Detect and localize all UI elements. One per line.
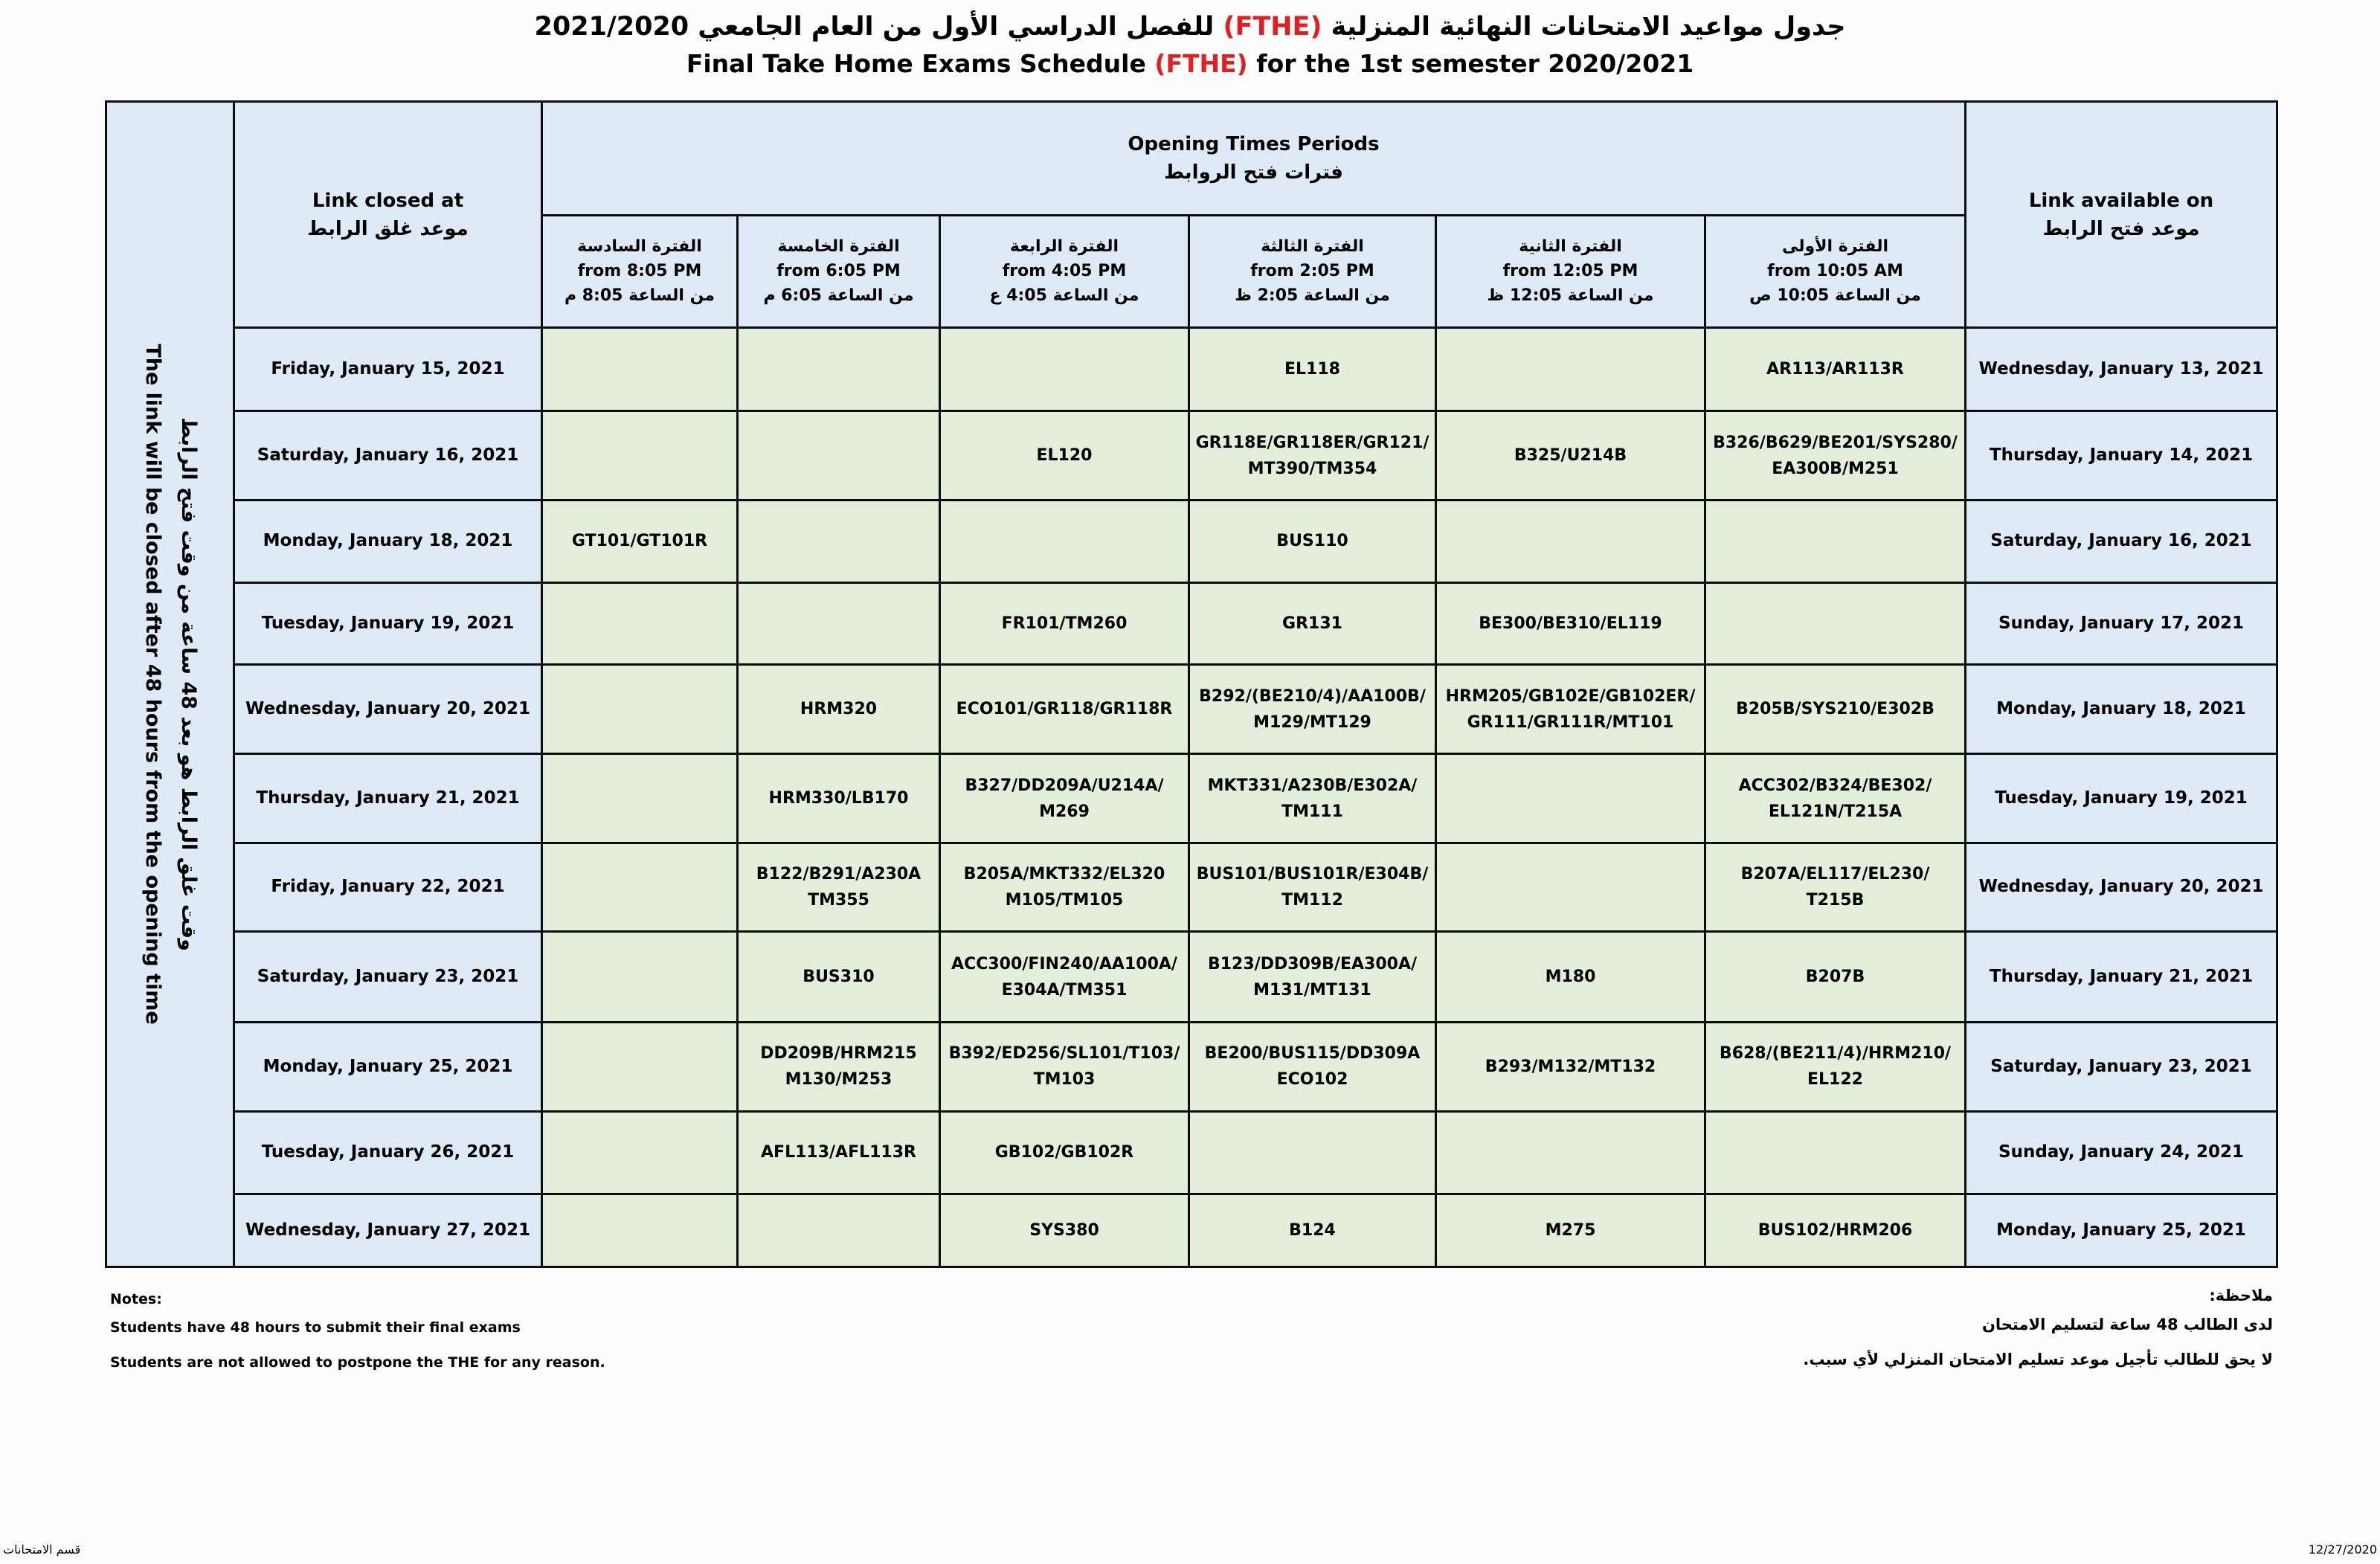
title-en-suffix: for the 1st semester 2020/2021 bbox=[1256, 49, 1694, 78]
course-codes: B325/U214B bbox=[1514, 446, 1627, 466]
exam-codes-cell bbox=[738, 1194, 940, 1267]
course-codes: M131/MT131 bbox=[1253, 980, 1371, 1000]
course-codes: AR113/AR113R bbox=[1766, 360, 1904, 379]
table-row bbox=[106, 665, 2277, 754]
exam-codes-cell bbox=[738, 754, 940, 843]
link-closed-date: Wednesday, January 20, 2021 bbox=[234, 665, 542, 754]
period-time-en: from 10:05 AM bbox=[1767, 262, 1903, 281]
course-codes: B207A/EL117/EL230/ bbox=[1740, 864, 1930, 884]
exam-codes-cell bbox=[1189, 843, 1436, 931]
course-codes: B628/(BE211/4)/HRM210/ bbox=[1719, 1044, 1952, 1063]
note-48-hours-ar: لدى الطالب 48 ساعة لتسليم الامتحان bbox=[1981, 1316, 2273, 1333]
exam-codes-cell bbox=[542, 1023, 738, 1111]
exam-codes-cell bbox=[542, 665, 738, 754]
course-codes: B207B bbox=[1805, 968, 1865, 987]
course-codes: BE200/BUS115/DD309A bbox=[1204, 1044, 1421, 1063]
link-closed-date: Monday, January 25, 2021 bbox=[234, 1023, 542, 1111]
link-available-date: Wednesday, January 20, 2021 bbox=[1966, 843, 2277, 931]
notes-label: Notes: bbox=[110, 1291, 162, 1307]
course-codes: EL120 bbox=[1036, 446, 1093, 466]
title-en-code: (FTHE) bbox=[1154, 49, 1248, 78]
exam-codes-cell bbox=[1705, 1194, 1966, 1267]
exam-codes-cell bbox=[738, 843, 940, 931]
exam-codes-cell bbox=[1436, 1023, 1705, 1111]
link-available-date: Sunday, January 24, 2021 bbox=[1966, 1111, 2277, 1194]
course-codes: EL121N/T215A bbox=[1768, 802, 1903, 821]
opening-periods-header-en: Opening Times Periods bbox=[1128, 132, 1380, 155]
exam-codes-cell bbox=[1436, 328, 1705, 411]
exam-codes-cell bbox=[1189, 328, 1436, 411]
exam-codes-cell bbox=[1189, 754, 1436, 843]
page-title-english bbox=[0, 45, 2380, 83]
exam-codes-cell bbox=[1189, 411, 1436, 500]
course-codes: M275 bbox=[1545, 1220, 1596, 1240]
period-time-en: from 8:05 PM bbox=[577, 262, 702, 281]
course-codes: M105/TM105 bbox=[1005, 890, 1124, 910]
exam-codes-cell bbox=[940, 411, 1189, 500]
link-available-date: Thursday, January 14, 2021 bbox=[1966, 411, 2277, 500]
exam-codes-cell bbox=[1189, 1111, 1436, 1194]
table-row bbox=[106, 843, 2277, 931]
course-codes: B292/(BE210/4)/AA100B/ bbox=[1199, 686, 1426, 706]
course-codes: HRM330/LB170 bbox=[768, 789, 909, 808]
exam-codes-cell bbox=[1705, 411, 1966, 500]
title-en-prefix: Final Take Home Exams Schedule bbox=[686, 49, 1146, 78]
period-header bbox=[1189, 215, 1436, 328]
exam-codes-cell bbox=[1189, 1023, 1436, 1111]
period-header bbox=[738, 215, 940, 328]
exam-codes-cell bbox=[542, 328, 738, 411]
exam-codes-cell bbox=[1189, 932, 1436, 1023]
exam-codes-cell bbox=[1705, 843, 1966, 931]
period-time-ar: من الساعة 12:05 ظ bbox=[1487, 286, 1654, 306]
note-48-hours: Students have 48 hours to submit their final exams bbox=[110, 1319, 521, 1336]
link-closed-date: Tuesday, January 26, 2021 bbox=[234, 1111, 542, 1194]
course-codes: B392/ED256/SL101/T103/ bbox=[948, 1044, 1180, 1063]
title-ar-suffix: للفصل الدراسي الأول من العام الجامعي 2021/2020 bbox=[534, 12, 1215, 42]
course-codes: B122/B291/A230A bbox=[756, 864, 922, 884]
notes-label-ar: ملاحظة: bbox=[2209, 1287, 2273, 1304]
period-name-ar: الفترة الثالثة bbox=[1261, 237, 1364, 257]
exam-codes-cell bbox=[1705, 665, 1966, 754]
course-codes: ACC300/FIN240/AA100A/ bbox=[951, 954, 1177, 974]
course-codes: GR118E/GR118ER/GR121/ bbox=[1195, 433, 1429, 452]
exam-codes-cell bbox=[542, 500, 738, 582]
exam-codes-cell bbox=[940, 1111, 1189, 1194]
link-available-date: Saturday, January 23, 2021 bbox=[1966, 1023, 2277, 1111]
exam-codes-cell bbox=[1189, 582, 1436, 664]
course-codes: B326/B629/BE201/SYS280/ bbox=[1713, 433, 1958, 452]
link-available-date: Monday, January 25, 2021 bbox=[1966, 1194, 2277, 1267]
course-codes: FR101/TM260 bbox=[1001, 614, 1128, 634]
period-header bbox=[1436, 215, 1705, 328]
table-row bbox=[106, 411, 2277, 500]
exam-codes-cell bbox=[940, 665, 1189, 754]
title-ar-prefix: جدول مواعيد الامتحانات النهائية المنزلية bbox=[1331, 12, 1846, 42]
note-no-postpone-ar: لا يحق للطالب تأجيل موعد تسليم الامتحان المنزلي لأي سبب. bbox=[1803, 1351, 2273, 1368]
course-codes: E304A/TM351 bbox=[1001, 980, 1128, 1000]
exam-codes-cell bbox=[542, 582, 738, 664]
link-closed-date: Saturday, January 16, 2021 bbox=[234, 411, 542, 500]
course-codes: GR111/GR111R/MT101 bbox=[1467, 712, 1674, 732]
page-title-arabic bbox=[0, 7, 2380, 46]
period-header bbox=[1705, 215, 1966, 328]
course-codes: HRM320 bbox=[800, 700, 878, 719]
table-row bbox=[106, 500, 2277, 582]
link-closed-date: Friday, January 22, 2021 bbox=[234, 843, 542, 931]
link-available-date: Thursday, January 21, 2021 bbox=[1966, 932, 2277, 1023]
link-available-date: Monday, January 18, 2021 bbox=[1966, 665, 2277, 754]
link-available-date: Wednesday, January 13, 2021 bbox=[1966, 328, 2277, 411]
course-codes: ACC302/B324/BE302/ bbox=[1738, 776, 1932, 795]
course-codes: BUS310 bbox=[803, 968, 875, 987]
course-codes: TM103 bbox=[1033, 1070, 1096, 1090]
course-codes: TM111 bbox=[1281, 802, 1343, 821]
table-row bbox=[106, 328, 2277, 411]
period-time-en: from 2:05 PM bbox=[1250, 262, 1374, 281]
link-closed-date: Wednesday, January 27, 2021 bbox=[234, 1194, 542, 1267]
link-closed-date: Saturday, January 23, 2021 bbox=[234, 932, 542, 1023]
period-header bbox=[940, 215, 1189, 328]
course-codes: SYS380 bbox=[1029, 1220, 1099, 1240]
link-closed-header-ar: موعد غلق الرابط bbox=[307, 217, 469, 240]
course-codes: GT101/GT101R bbox=[571, 532, 708, 551]
exam-codes-cell bbox=[1436, 500, 1705, 582]
link-closed-date: Monday, January 18, 2021 bbox=[234, 500, 542, 582]
course-codes: EL118 bbox=[1284, 360, 1340, 379]
course-codes: B205B/SYS210/E302B bbox=[1736, 700, 1934, 719]
course-codes: GB102/GB102R bbox=[994, 1143, 1134, 1162]
link-available-date: Sunday, January 17, 2021 bbox=[1966, 582, 2277, 664]
exam-codes-cell bbox=[940, 843, 1189, 931]
course-codes: M180 bbox=[1545, 968, 1596, 987]
exam-codes-cell bbox=[738, 1111, 940, 1194]
link-available-header bbox=[1966, 102, 2277, 328]
course-codes: AFL113/AFL113R bbox=[761, 1143, 916, 1162]
exam-codes-cell bbox=[1705, 1023, 1966, 1111]
course-codes: BUS101/BUS101R/E304B/ bbox=[1196, 864, 1429, 884]
period-time-ar: من الساعة 10:05 ص bbox=[1749, 286, 1921, 306]
link-closed-header-en: Link closed at bbox=[312, 189, 464, 212]
exam-codes-cell bbox=[940, 582, 1189, 664]
table-row bbox=[106, 754, 2277, 843]
exam-codes-cell bbox=[738, 1023, 940, 1111]
exam-codes-cell bbox=[1705, 328, 1966, 411]
course-codes: HRM205/GB102E/GB102ER/ bbox=[1445, 686, 1696, 706]
course-codes: M269 bbox=[1039, 802, 1090, 821]
link-closed-header bbox=[234, 102, 542, 328]
period-time-ar: من الساعة 2:05 ظ bbox=[1235, 286, 1390, 306]
exam-codes-cell bbox=[1436, 754, 1705, 843]
exam-codes-cell bbox=[542, 1194, 738, 1267]
note-no-postpone: Students are not allowed to postpone the THE for any reason. bbox=[110, 1354, 605, 1371]
footer-department: قسم الامتحانات bbox=[3, 1542, 81, 1557]
exam-codes-cell bbox=[1436, 843, 1705, 931]
opening-periods-header bbox=[542, 102, 1966, 216]
exam-codes-cell bbox=[738, 665, 940, 754]
side-note bbox=[135, 344, 206, 1024]
footer-date: 12/27/2020 bbox=[2308, 1542, 2377, 1557]
exam-codes-cell bbox=[1705, 932, 1966, 1023]
course-codes: DD209B/HRM215 bbox=[760, 1044, 917, 1063]
link-closed-date: Friday, January 15, 2021 bbox=[234, 328, 542, 411]
period-name-ar: الفترة الرابعة bbox=[1010, 237, 1119, 257]
exam-codes-cell bbox=[1436, 582, 1705, 664]
period-name-ar: الفترة الخامسة bbox=[777, 237, 900, 257]
period-time-en: from 4:05 PM bbox=[1002, 262, 1127, 281]
exam-codes-cell bbox=[738, 411, 940, 500]
exam-codes-cell bbox=[542, 754, 738, 843]
exam-codes-cell bbox=[542, 932, 738, 1023]
course-codes: B327/DD209A/U214A/ bbox=[965, 776, 1164, 795]
title-ar-code: (FTHE) bbox=[1223, 12, 1322, 42]
table-row bbox=[106, 932, 2277, 1023]
link-available-header-ar: موعد فتح الرابط bbox=[2042, 217, 2200, 240]
exam-codes-cell bbox=[1189, 665, 1436, 754]
course-codes: T215B bbox=[1806, 890, 1865, 910]
course-codes: EA300B/M251 bbox=[1772, 459, 1899, 478]
course-codes: ECO101/GR118/GR118R bbox=[956, 700, 1173, 719]
course-codes: TM355 bbox=[808, 890, 869, 910]
exam-codes-cell bbox=[1705, 582, 1966, 664]
period-name-ar: الفترة الثانية bbox=[1519, 237, 1622, 257]
exam-codes-cell bbox=[1705, 754, 1966, 843]
side-note-en: The link will be closed after 48 hours from the opening time bbox=[141, 344, 164, 1025]
exam-schedule-table bbox=[105, 100, 2278, 1268]
period-time-ar: من الساعة 4:05 ع bbox=[989, 286, 1139, 306]
side-note-cell bbox=[106, 102, 234, 1267]
table-row bbox=[106, 1194, 2277, 1267]
link-available-date: Tuesday, January 19, 2021 bbox=[1966, 754, 2277, 843]
course-codes: BE300/BE310/EL119 bbox=[1479, 614, 1662, 634]
course-codes: BUS102/HRM206 bbox=[1757, 1220, 1913, 1240]
course-codes: B205A/MKT332/EL320 bbox=[963, 864, 1165, 884]
exam-codes-cell bbox=[542, 843, 738, 931]
exam-codes-cell bbox=[1705, 500, 1966, 582]
exam-codes-cell bbox=[1436, 665, 1705, 754]
exam-codes-cell bbox=[738, 932, 940, 1023]
course-codes: EL122 bbox=[1807, 1070, 1863, 1090]
table-row bbox=[106, 1023, 2277, 1111]
exam-codes-cell bbox=[1436, 1111, 1705, 1194]
table-row bbox=[106, 1111, 2277, 1194]
exam-codes-cell bbox=[940, 1194, 1189, 1267]
exam-codes-cell bbox=[940, 932, 1189, 1023]
course-codes: TM112 bbox=[1281, 890, 1343, 910]
exam-codes-cell bbox=[542, 411, 738, 500]
course-codes: B123/DD309B/EA300A/ bbox=[1207, 954, 1417, 974]
course-codes: B293/M132/MT132 bbox=[1485, 1057, 1656, 1076]
exam-codes-cell bbox=[940, 500, 1189, 582]
exam-codes-cell bbox=[1189, 500, 1436, 582]
period-name-ar: الفترة الأولى bbox=[1781, 237, 1889, 257]
opening-periods-header-ar: فترات فتح الروابط bbox=[1164, 161, 1343, 184]
course-codes: MKT331/A230B/E302A/ bbox=[1207, 776, 1418, 795]
link-available-date: Saturday, January 16, 2021 bbox=[1966, 500, 2277, 582]
course-codes: M129/MT129 bbox=[1253, 712, 1371, 732]
exam-codes-cell bbox=[940, 328, 1189, 411]
exam-codes-cell bbox=[940, 1023, 1189, 1111]
period-time-en: from 6:05 PM bbox=[776, 262, 901, 281]
course-codes: GR131 bbox=[1282, 614, 1342, 634]
exam-codes-cell bbox=[940, 754, 1189, 843]
exam-codes-cell bbox=[1436, 411, 1705, 500]
period-time-en: from 12:05 PM bbox=[1502, 262, 1638, 281]
exam-codes-cell bbox=[738, 500, 940, 582]
course-codes: ECO102 bbox=[1276, 1070, 1348, 1090]
table-row bbox=[106, 582, 2277, 664]
exam-codes-cell bbox=[1436, 932, 1705, 1023]
period-time-ar: من الساعة 8:05 م bbox=[564, 286, 715, 306]
course-codes: B124 bbox=[1289, 1220, 1336, 1240]
period-header bbox=[542, 215, 738, 328]
exam-codes-cell bbox=[1189, 1194, 1436, 1267]
exam-codes-cell bbox=[738, 328, 940, 411]
exam-codes-cell bbox=[542, 1111, 738, 1194]
link-available-header-en: Link available on bbox=[2028, 189, 2214, 212]
link-closed-date: Thursday, January 21, 2021 bbox=[234, 754, 542, 843]
course-codes: M130/M253 bbox=[785, 1070, 892, 1090]
course-codes: BUS110 bbox=[1276, 532, 1348, 551]
exam-codes-cell bbox=[1705, 1111, 1966, 1194]
exam-codes-cell bbox=[1436, 1194, 1705, 1267]
period-time-ar: من الساعة 6:05 م bbox=[763, 286, 914, 306]
period-name-ar: الفترة السادسة bbox=[577, 237, 702, 257]
side-note-ar: وقت غلق الرابط هو بعد 48 ساعة من وقت فتح الرابط bbox=[176, 417, 200, 951]
link-closed-date: Tuesday, January 19, 2021 bbox=[234, 582, 542, 664]
course-codes: MT390/TM354 bbox=[1247, 459, 1377, 478]
exam-codes-cell bbox=[738, 582, 940, 664]
